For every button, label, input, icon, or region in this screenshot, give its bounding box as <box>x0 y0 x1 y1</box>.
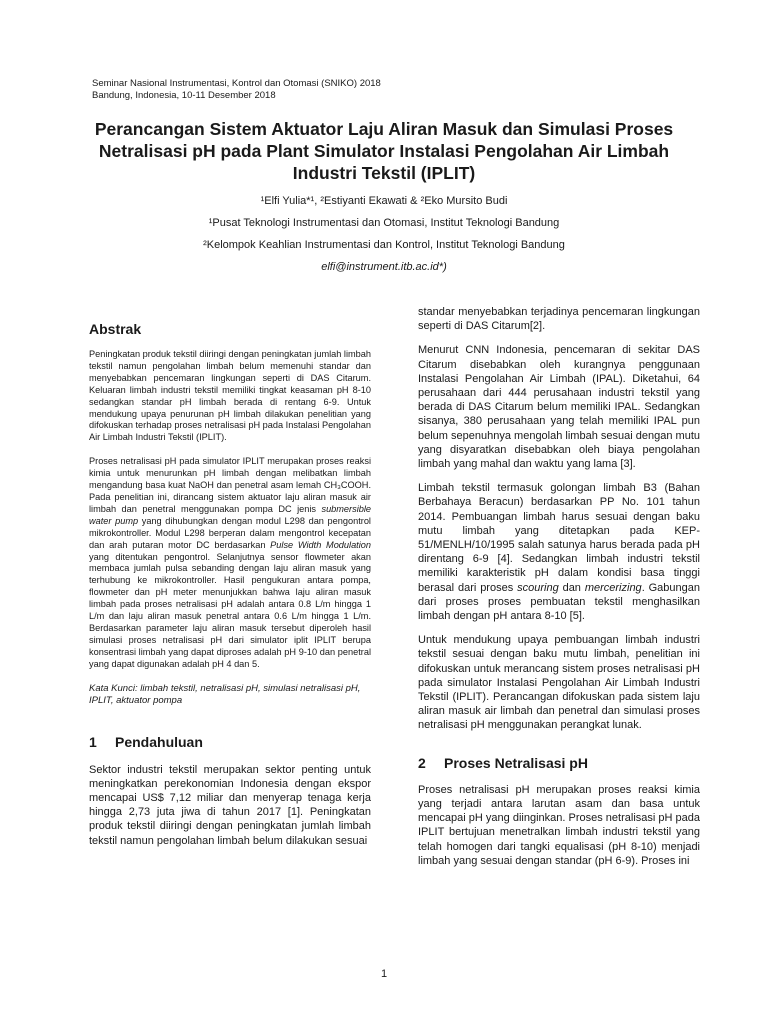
right-paragraph-2: Limbah tekstil termasuk golongan limbah B3 (Bahan Berbahaya Beracun) berdasarkan PP No. 101 tahun 2014. Pembuangan limbah harus sesuai dengan baku mutu limbah yang ditetapkan pada KEP-51/MENLH/10/1995 salah satunya harus berada pada pH direntang 6-9 [4]. Sedangkan limbah industri tekstil memiliki karakteristik pH dalam kondisi basa tinggi berasal dari proses scouring dan mercerizing. Gabungan dari proses proses pembuatan tekstil menghasilkan limbah dengan pH antara 8-10 [5]. <box>418 482 701 623</box>
abstract-paragraph-2: Proses netralisasi pH pada simulator IPLIT merupakan proses reaksi kimia untuk menurunkan pH limbah dengan melibatkan limbah mengandung basa kuat NaOH dan penetral asam lemah CH₃COOH. Pada penelitian ini, dirancang sistem aktuator laju aliran masuk air limbah dan penetral menggunakan pompa DC jenis submersible water pump yang dihubungkan dengan modul L298 dan pengontrol mikrokontroller. Modul L298 berperan dalam mengontrol kecepatan dan arah putaran motor DC berdasarkan Pulse Width Modulation yang ditentukan pengontrol. Selanjutnya sensor flowmeter akan membaca jumlah pulsa sebanding dengan laju aliran masuk yang terhubung ke mikrokontroller. Hasil pengukuran antara pompa, flowmeter dan pH meter menunjukkan bahwa laju aliran masuk limbah pada proses netralisasi pH adalah antara 0.8 L/m hingga 1 L/m dan laju aliran masuk penetral antara 0.6 L/m hingga 1 L/m. Berdasarkan parameter laju aliran masuk tersebut diperoleh hasil simulasi proses netralisasi pH dari simulator iplit IPLIT berupa konsentrasi limbah yang dapat diproses adalah pH 9-10 dan penetral yang dapat digunakan adalah pH 4 dan 5. <box>89 456 371 669</box>
author-names: ¹Elfi Yulia*¹, ²Estiyanti Ekawati & ²Eko Mursito Budi <box>260 195 508 207</box>
section-2-heading <box>418 755 700 771</box>
conference-name: Seminar Nasional Instrumentasi, Kontrol dan Otomasi (SNIKO) 2018 <box>92 78 381 89</box>
author-block <box>90 190 678 278</box>
affiliation-1: ¹Pusat Teknologi Instrumentasi dan Otomasi, Institut Teknologi Bandung <box>208 217 560 229</box>
keywords: Kata Kunci: limbah tekstil, netralisasi pH, simulasi netralisasi pH, IPLIT, aktuator pompa <box>89 682 361 707</box>
right-paragraph-1: Menurut CNN Indonesia, pencemaran di sekitar DAS Citarum disebabkan oleh kurangnya penggunaan Instalasi Pengolahan Air Limbah (IPAL). Diketahui, 64 perusahaan dari 444 perusahaan industri tekstil yang berada di DAS Citarum belum memiliki IPAL. Sedangkan sisanya, 380 perusahaan yang telah memiliki IPAL pun belum sepenuhnya mengolah limbah sesuai dengan mutu yang disyaratkan disebabkan oleh biaya pengolahan limbah yang mahal dan waktu yang lama [3]. <box>418 344 700 471</box>
section-2-title: Proses Netralisasi pH <box>444 754 588 771</box>
section-2-paragraph-1: Proses netralisasi pH merupakan proses reaksi kimia yang terjadi antara larutan asam dan basa untuk mencapai pH yang diinginkan. Proses netralisasi pH pada IPLIT bertujuan menetralkan limbah industri tekstil yang telah homogen dari tangki equalisasi (pH 8-10) menjadi limbah yang sesuai dengan standar (pH 6-9). Proses ini <box>418 783 700 867</box>
left-column <box>89 305 371 848</box>
section-1-heading <box>89 734 371 750</box>
section-1-number: 1 <box>89 733 97 750</box>
page-number: 1 <box>380 968 388 980</box>
right-column <box>418 305 700 868</box>
abstract-heading: Abstrak <box>89 321 142 337</box>
section-2-number: 2 <box>418 754 426 771</box>
conference-location: Bandung, Indonesia, 10-11 Desember 2018 <box>92 90 276 101</box>
section-1-title: Pendahuluan <box>115 733 203 750</box>
right-paragraph-0: standar menyebabkan terjadinya pencemaran lingkungan seperti di DAS Citarum[2]. <box>418 306 700 333</box>
affiliation-2: ²Kelompok Keahlian Instrumentasi dan Kontrol, Institut Teknologi Bandung <box>203 239 565 251</box>
right-paragraph-3: Untuk mendukung upaya pembuangan limbah industri tekstil sesuai dengan baku mutu limbah, penelitian ini difokuskan untuk merancang sistem proses netralisasi pH pada simulator Instalasi Pengolahan Air Limbah Industri Tekstil (IPLIT). Perancangan difokuskan pada sistem laju aliran masuk air limbah dan penetral dan simulasi proses netralisasi pH menggunakan perangkat lunak. <box>418 634 700 732</box>
section-1-paragraph-1: Sektor industri tekstil merupakan sektor penting untuk meningkatkan perekonomian Indonesia dengan ekspor mencapai US$ 7,12 miliar dan menyerap tenaga kerja hingga 2,73 juta jiwa di tahun 2017 [1]. Peningkatan produk tekstil diiringi dengan peningkatan jumlah limbah tekstil namun pengolahan limbah belum dilakukan sesuai <box>89 763 371 847</box>
conference-header <box>92 78 381 102</box>
paper-title: Perancangan Sistem Aktuator Laju Aliran Masuk dan Simulasi Proses Netralisasi pH pada Plant Simulator Instalasi Pengolahan Air Limbah Industri Tekstil (IPLIT) <box>94 119 674 183</box>
author-email: elfi@instrument.itb.ac.id*) <box>321 261 447 273</box>
abstract-paragraph-1: Peningkatan produk tekstil diiringi dengan peningkatan jumlah limbah tekstil namun pengolahan limbah belum memenuhi standar dan menyebabkan pencemaran lingkungan seperti di DAS Citarum. Keluaran limbah industri tekstil memiliki tingkat keasaman pH 8-10 sedangkan standar pH limbah berada di rentang 6-9. Untuk mendukung upaya penurunan pH limbah dilakukan penelitian yang difokuskan terhadap proses netralisasi pH pada Instalasi Pengolahan Air Limbah Industri Tekstil (IPLIT). <box>89 349 371 443</box>
